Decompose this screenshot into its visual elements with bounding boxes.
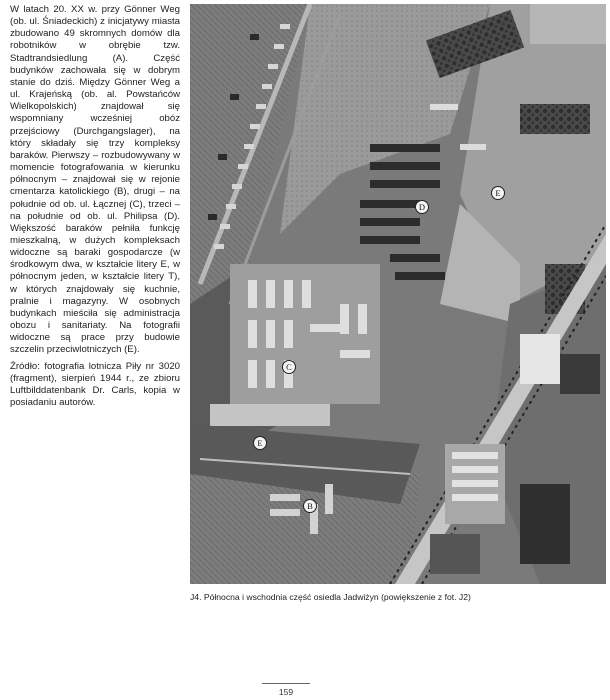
page-number: 159 xyxy=(278,687,294,697)
photo-marker-d: D xyxy=(415,200,429,214)
folio-rule xyxy=(262,683,310,684)
aerial-photo-image xyxy=(190,4,606,584)
figure-caption: J4. Północna i wschodnia część osiedla Jadwiżyn (powiększenie z fot. J2) xyxy=(190,592,471,602)
aerial-photograph xyxy=(190,4,606,584)
source-note: Źródło: fotografia lotnicza Piły nr 3020 (fragment), sierpień 1944 r., ze zbioru Luftbilddatenbank Dr. Carls, kopia w posiadaniu autorów. xyxy=(10,360,180,408)
photo-marker-b: B xyxy=(303,499,317,513)
body-paragraph: W latach 20. XX w. przy Gönner Weg (ob. ul. Śniadeckich) z inicjatywy miasta zbudowano 49 skromnych domów dla robotników w obrębie tzw. Stadtrandsiedlung (A). Część budynków zachowała się w dobrym stanie do dziś. Między Gönner Weg a ul. Krajeńską (ob. al. Powstańców Wielkopolskich) znajdował się wspomniany wcześniej obóz przejściowy (Durchgangslager), na który składały się trzy kompleksy baraków. Pierwszy – rozbudowywany w momencie fotografowania w kierunku północnym – znajdował się w rejonie cmentarza katolickiego (B), drugi – na południe od ob. ul. Łącznej (C), trzeci – na południe od ob. ul. Philipsa (D). Większość baraków pełniła funkcję mieszkalną, w dużych kompleksach widoczne są baraki gospodarcze (w środkowym dwa, w kształcie litery E, w północnym jeden, w kształcie litery T), w których znajdowały się kuchnie, pralnie i magazyny. W osobnych budynkach mieściła się administracja obozu i sanitariaty. Na fotografii widoczne są prace przy budowie szczelin przeciwlotniczych (E). xyxy=(10,4,180,356)
body-text-column xyxy=(10,4,180,413)
photo-marker-c: C xyxy=(282,360,296,374)
photo-marker-e-south: E xyxy=(253,436,267,450)
photo-marker-e-north: E xyxy=(491,186,505,200)
